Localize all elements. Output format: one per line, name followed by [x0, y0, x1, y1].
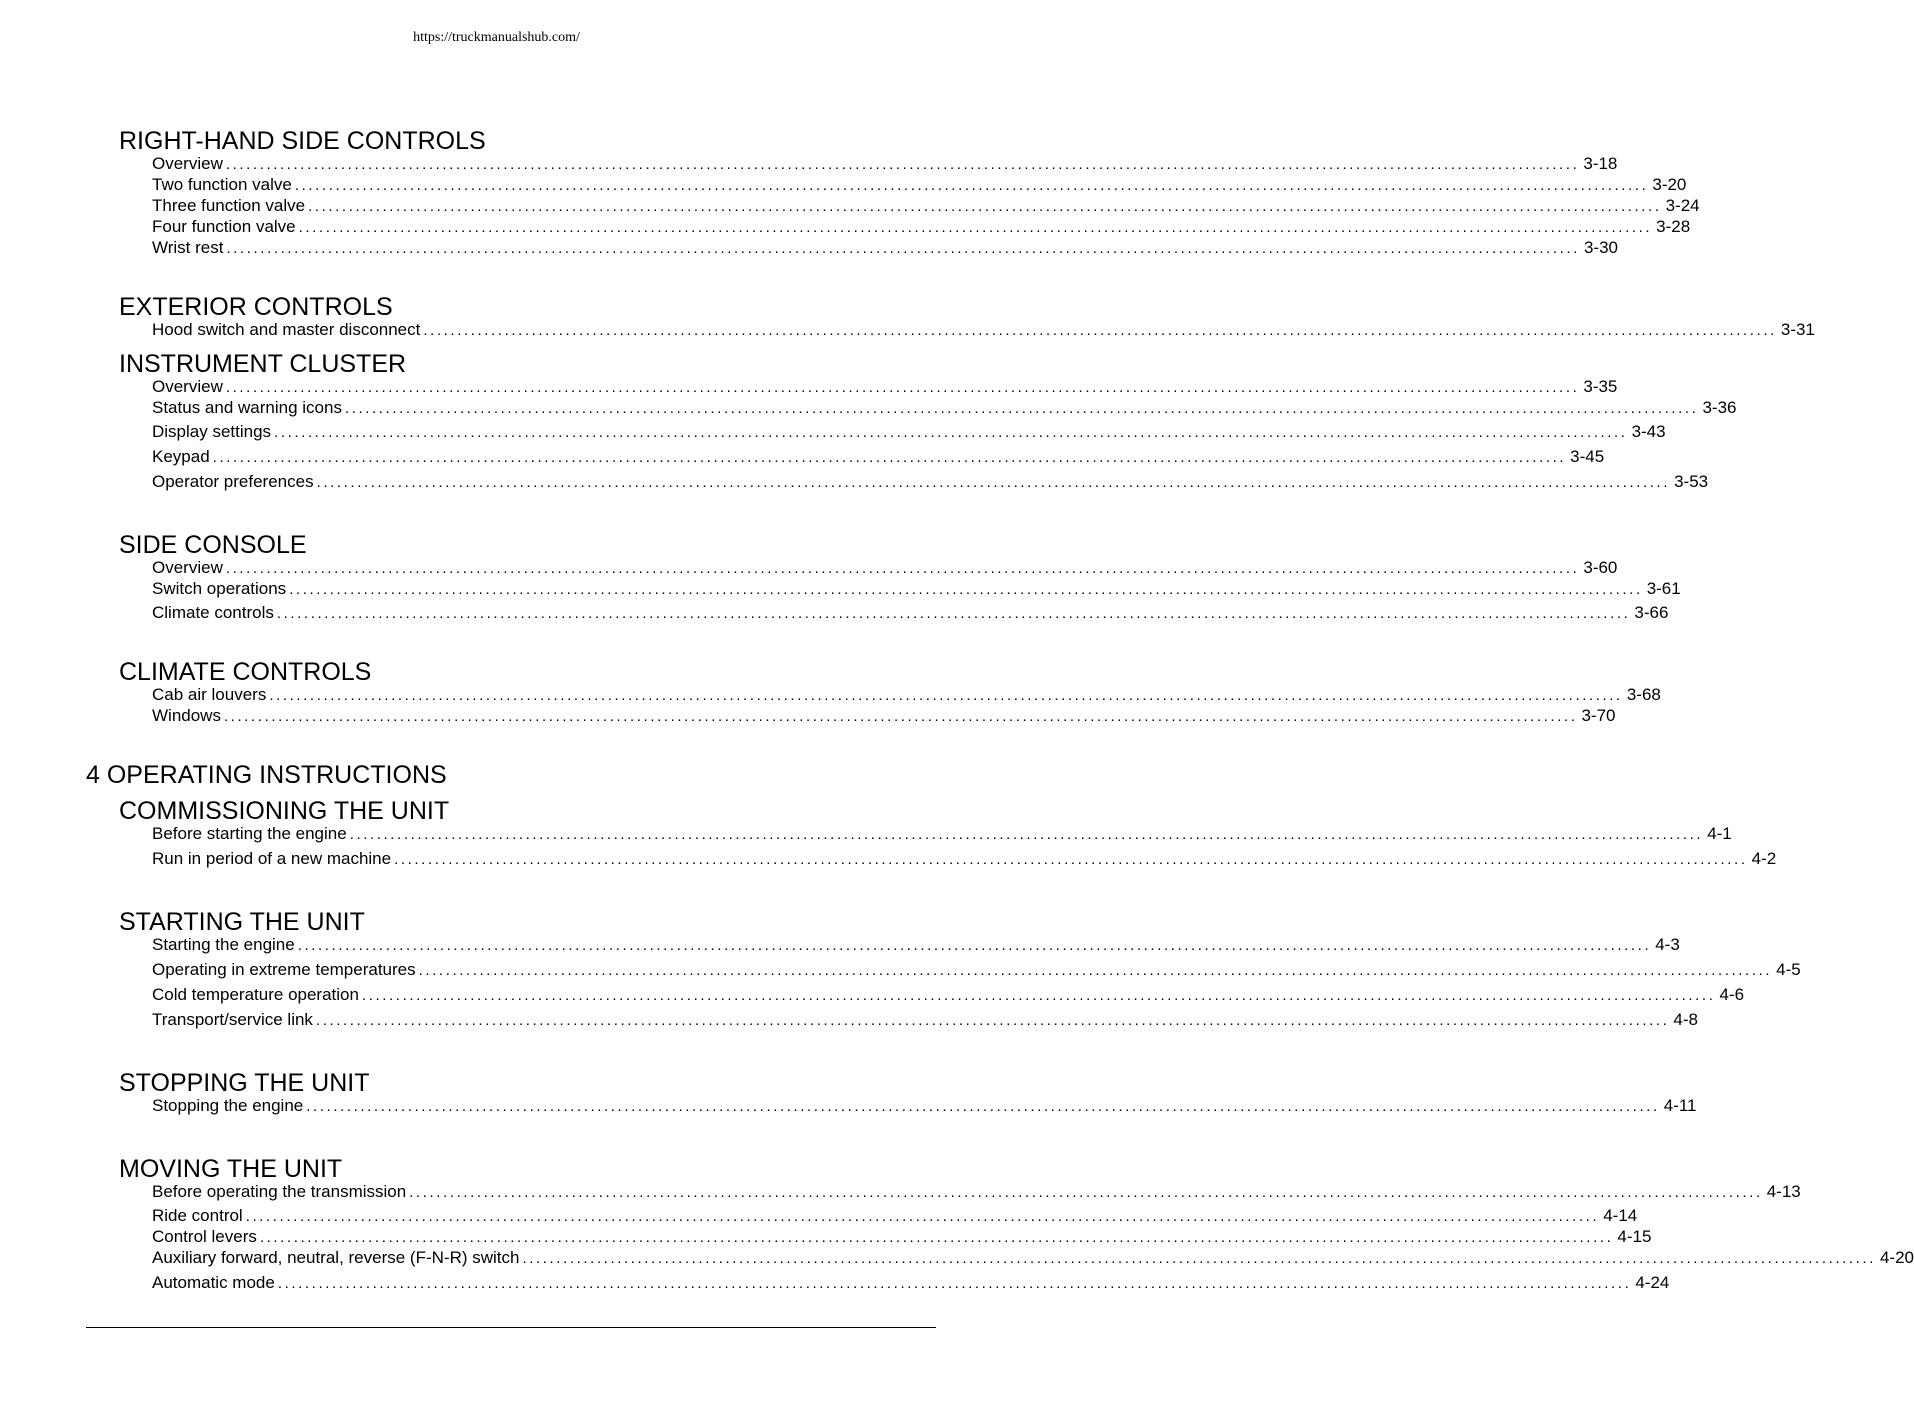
toc-entry-page: 3-53 [1674, 472, 1709, 491]
toc-entry[interactable] [152, 849, 1777, 869]
toc-entry[interactable] [152, 377, 1618, 397]
toc-entry-label: Starting the engine [152, 935, 295, 954]
toc-entry-page: 4-11 [1663, 1096, 1697, 1115]
toc-entry-label: Three function valve [152, 196, 306, 215]
toc-entry[interactable] [152, 1206, 1638, 1226]
toc-entry-page: 4-14 [1603, 1206, 1638, 1225]
toc-entry-label: Transport/service link [152, 1010, 313, 1029]
toc-entry-label: Switch operations [152, 579, 287, 598]
toc-entry[interactable] [152, 447, 1605, 467]
dot-leader: ........................................................................................................................................................................................................ [349, 826, 1704, 843]
toc-entry-label: Overview [152, 154, 223, 173]
toc-entry-label: Hood switch and master disconnect [152, 320, 421, 339]
toc-entry[interactable] [152, 320, 1815, 340]
toc-entry[interactable] [152, 472, 1709, 492]
section-title-right-hand-side-controls: RIGHT-HAND SIDE CONTROLS [119, 127, 486, 155]
toc-entry[interactable] [152, 1248, 1914, 1268]
toc-entry-page: 4-8 [1673, 1010, 1698, 1029]
toc-entry-page: 3-60 [1583, 558, 1618, 577]
dot-leader: ........................................................................................................................................................................................................ [361, 987, 1716, 1004]
toc-entry-page: 4-24 [1635, 1273, 1670, 1292]
toc-entry[interactable] [152, 985, 1745, 1005]
dot-leader: ........................................................................................................................................................................................................ [306, 1098, 1660, 1115]
dot-leader: ........................................................................................................................................................................................................ [289, 581, 1643, 598]
toc-entry-page: 3-36 [1702, 398, 1737, 417]
toc-entry[interactable] [152, 824, 1732, 844]
toc-entry[interactable] [152, 935, 1680, 955]
toc-entry-label: Control levers [152, 1227, 257, 1246]
toc-entry-label: Four function valve [152, 217, 296, 236]
dot-leader: ........................................................................................................................................................................................................ [522, 1250, 1876, 1267]
toc-entry[interactable] [152, 196, 1700, 216]
section-title-starting-the-unit: STARTING THE UNIT [119, 908, 365, 936]
toc-entry-page: 3-66 [1634, 603, 1669, 622]
dot-leader: ........................................................................................................................................................................................................ [394, 851, 1748, 868]
dot-leader: ........................................................................................................................................................................................................ [276, 605, 1631, 622]
toc-entry-label: Operator preferences [152, 472, 314, 491]
dot-leader: ........................................................................................................................................................................................................ [277, 1275, 1632, 1292]
toc-entry-label: Display settings [152, 422, 272, 441]
toc-entry-page: 3-68 [1626, 685, 1661, 704]
toc-entry-page: 3-31 [1780, 320, 1815, 339]
toc-entry-page: 4-3 [1655, 935, 1680, 954]
dot-leader: ........................................................................................................................................................................................................ [212, 449, 1567, 466]
toc-entry-page: 3-70 [1581, 706, 1616, 725]
dot-leader: ........................................................................................................................................................................................................ [259, 1229, 1614, 1246]
toc-entry-label: Before starting the engine [152, 824, 347, 843]
toc-entry-page: 4-13 [1766, 1182, 1801, 1201]
toc-entry[interactable] [152, 603, 1669, 623]
toc-entry-label: Cold temperature operation [152, 985, 359, 1004]
toc-entry-label: Overview [152, 377, 223, 396]
section-title-side-console: SIDE CONSOLE [119, 531, 307, 559]
toc-entry[interactable] [152, 706, 1616, 726]
toc-entry-label: Cab air louvers [152, 685, 267, 704]
toc-entry[interactable] [152, 154, 1618, 174]
toc-entry[interactable] [152, 1273, 1670, 1293]
dot-leader: ........................................................................................................................................................................................................ [225, 379, 1580, 396]
toc-entry-page: 4-1 [1707, 824, 1732, 843]
toc-entry-label: Wrist rest [152, 238, 224, 257]
section-title-climate-controls: CLIMATE CONTROLS [119, 658, 372, 686]
toc-entry-label: Ride control [152, 1206, 243, 1225]
dot-leader: ........................................................................................................................................................................................................ [344, 400, 1699, 417]
toc-entry[interactable] [152, 398, 1737, 418]
toc-entry-page: 4-5 [1776, 960, 1801, 979]
toc-entry[interactable] [152, 238, 1618, 258]
section-title-moving-the-unit: MOVING THE UNIT [119, 1155, 343, 1183]
toc-entry-label: Before operating the transmission [152, 1182, 407, 1201]
dot-leader: ........................................................................................................................................................................................................ [409, 1184, 1763, 1201]
dot-leader: ........................................................................................................................................................................................................ [245, 1208, 1600, 1225]
dot-leader: ........................................................................................................................................................................................................ [423, 322, 1777, 339]
toc-entry[interactable] [152, 422, 1666, 442]
toc-entry-page: 3-20 [1652, 175, 1687, 194]
toc-entry[interactable] [152, 579, 1681, 599]
toc-entry-page: 3-61 [1646, 579, 1681, 598]
toc-entry-page: 4-15 [1617, 1227, 1652, 1246]
section-title-stopping-the-unit: STOPPING THE UNIT [119, 1069, 370, 1097]
toc-entry-label: Windows [152, 706, 221, 725]
dot-leader: ........................................................................................................................................................................................................ [274, 424, 1628, 441]
dot-leader: ........................................................................................................................................................................................................ [298, 219, 1653, 236]
toc-entry-label: Overview [152, 558, 223, 577]
toc-entry[interactable] [152, 175, 1687, 195]
toc-entry-page: 3-45 [1570, 447, 1605, 466]
toc-entry-page: 3-35 [1583, 377, 1618, 396]
toc-entry-label: Operating in extreme temperatures [152, 960, 416, 979]
dot-leader: ........................................................................................................................................................................................................ [226, 240, 1580, 257]
section-title-instrument-cluster: INSTRUMENT CLUSTER [119, 350, 407, 378]
header-url: https://truckmanualshub.com/ [413, 30, 580, 45]
toc-entry-page: 4-20 [1879, 1248, 1914, 1267]
toc-entry[interactable] [152, 1010, 1698, 1030]
toc-entry-page: 3-28 [1656, 217, 1691, 236]
toc-entry-label: Run in period of a new machine [152, 849, 392, 868]
toc-entry[interactable] [152, 960, 1801, 980]
dot-leader: ........................................................................................................................................................................................................ [316, 474, 1671, 491]
dot-leader: ........................................................................................................................................................................................................ [225, 560, 1580, 577]
toc-entry[interactable] [152, 1182, 1801, 1202]
dot-leader: ........................................................................................................................................................................................................ [269, 687, 1623, 704]
toc-entry-page: 4-6 [1719, 985, 1745, 1004]
chapter-title: 4 OPERATING INSTRUCTIONS [86, 761, 447, 789]
toc-entry[interactable] [152, 558, 1618, 578]
footer-rule [86, 1327, 936, 1328]
toc-entry-page: 3-30 [1583, 238, 1618, 257]
dot-leader: ........................................................................................................................................................................................................ [225, 156, 1580, 173]
toc-entry[interactable] [152, 217, 1691, 237]
dot-leader: ........................................................................................................................................................................................................ [294, 177, 1649, 194]
toc-entry-label: Automatic mode [152, 1273, 275, 1292]
toc-entry-page: 3-43 [1631, 422, 1666, 441]
toc-entry-label: Two function valve [152, 175, 292, 194]
toc-entry-label: Stopping the engine [152, 1096, 304, 1115]
toc-entry-label: Auxiliary forward, neutral, reverse (F-N-R) switch [152, 1248, 520, 1267]
section-title-commissioning-the-unit: COMMISSIONING THE UNIT [119, 797, 450, 825]
dot-leader: ........................................................................................................................................................................................................ [297, 937, 1652, 954]
dot-leader: ........................................................................................................................................................................................................ [223, 708, 1578, 725]
toc-entry-label: Status and warning icons [152, 398, 342, 417]
toc-entry[interactable] [152, 1227, 1652, 1247]
toc-entry-label: Keypad [152, 447, 210, 466]
dot-leader: ........................................................................................................................................................................................................ [315, 1012, 1670, 1029]
toc-entry[interactable] [152, 1096, 1697, 1116]
toc-entry-label: Climate controls [152, 603, 274, 622]
toc-entry-page: 3-24 [1665, 196, 1700, 215]
dot-leader: ........................................................................................................................................................................................................ [418, 962, 1773, 979]
toc-entry-page: 3-18 [1583, 154, 1618, 173]
dot-leader: ........................................................................................................................................................................................................ [308, 198, 1662, 215]
toc-entry[interactable] [152, 685, 1661, 705]
section-title-exterior-controls: EXTERIOR CONTROLS [119, 293, 393, 321]
toc-entry-page: 4-2 [1751, 849, 1777, 868]
